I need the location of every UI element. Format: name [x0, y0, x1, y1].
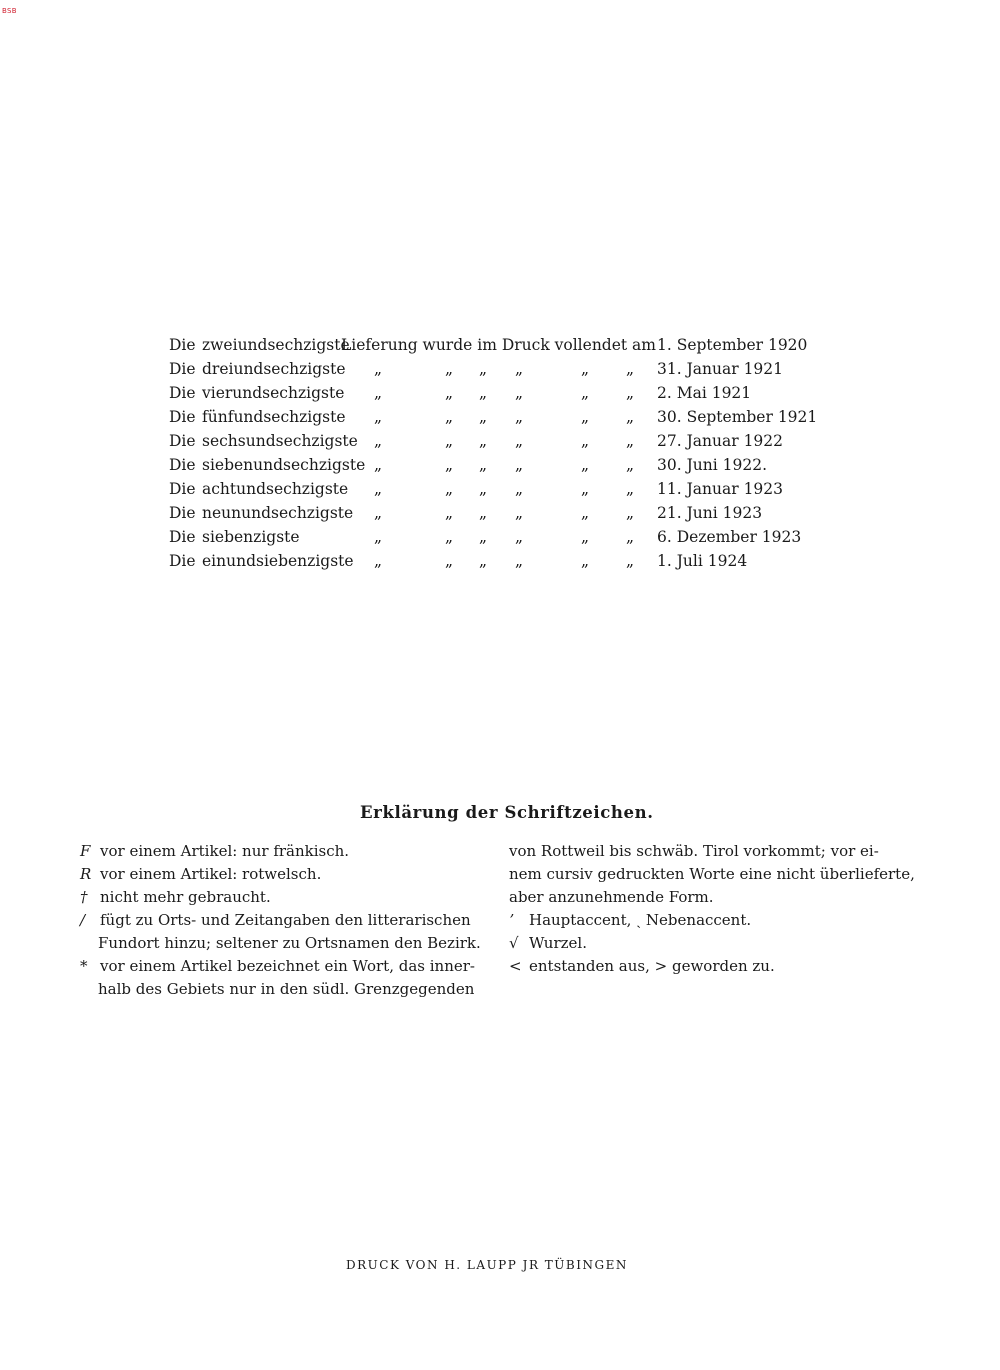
ditto-mark: „: [373, 504, 383, 522]
row-completion-date: 1. September 1920: [657, 336, 808, 354]
ditto-mark: „: [625, 360, 635, 378]
legend-symbol: R: [80, 865, 92, 883]
legend-line: [80, 909, 480, 932]
legend-line: [509, 955, 894, 978]
ditto-mark: „: [444, 432, 454, 450]
ditto-mark: „: [514, 456, 524, 474]
row-completion-date: 31. Januar 1921: [657, 360, 784, 378]
ditto-mark: „: [514, 480, 524, 498]
legend-line: [509, 932, 894, 955]
legend-line: [509, 863, 915, 886]
row-ordinal: siebenundsechzigste: [202, 456, 366, 474]
legend-text: Hauptaccent, ˎ Nebenaccent.: [529, 911, 752, 929]
ditto-mark: „: [478, 432, 488, 450]
legend-line: [509, 909, 894, 932]
ditto-mark: „: [625, 480, 635, 498]
legend-left-column: [80, 840, 480, 1001]
ditto-mark: „: [514, 504, 524, 522]
row-ordinal: neunundsechzigste: [202, 504, 354, 522]
legend-line: [80, 863, 480, 886]
row-completion-date: 27. Januar 1922: [657, 432, 784, 450]
ditto-mark: „: [373, 432, 383, 450]
row-article: Die: [169, 408, 196, 426]
legend-line: [80, 978, 480, 1001]
ditto-mark: „: [514, 432, 524, 450]
row-article: Die: [169, 336, 196, 354]
row-article: Die: [169, 384, 196, 402]
ditto-mark: „: [625, 528, 635, 546]
row-completion-date: 30. September 1921: [657, 408, 818, 426]
ditto-mark: „: [625, 456, 635, 474]
ditto-mark: „: [514, 528, 524, 546]
legend-line: [509, 840, 894, 863]
ditto-mark: „: [514, 360, 524, 378]
row-completion-text: Lieferung wurde im Druck vollendet am: [341, 336, 656, 354]
ditto-mark: „: [478, 456, 488, 474]
ditto-mark: „: [514, 408, 524, 426]
legend-text: vor einem Artikel bezeichnet ein Wort, das inner-: [100, 957, 475, 975]
legend-line: [80, 932, 480, 955]
ditto-mark: „: [444, 384, 454, 402]
legend-text: von Rottweil bis schwäb. Tirol vorkommt; vor ei-: [509, 842, 879, 860]
legend-line: [80, 886, 480, 909]
ditto-mark: „: [625, 552, 635, 570]
ditto-mark: „: [580, 480, 590, 498]
legend-text: Fundort hinzu; seltener zu Ortsnamen den Bezirk.: [98, 934, 481, 952]
row-ordinal: vierundsechzigste: [202, 384, 345, 402]
row-ordinal: zweiundsechzigste: [202, 336, 350, 354]
ditto-mark: „: [580, 552, 590, 570]
ditto-mark: „: [444, 360, 454, 378]
ditto-mark: „: [625, 408, 635, 426]
ditto-mark: „: [514, 552, 524, 570]
ditto-mark: „: [373, 408, 383, 426]
row-ordinal: fünfundsechzigste: [202, 408, 346, 426]
legend-text: nem cursiv gedruckten Worte eine nicht überlieferte,: [509, 865, 915, 883]
row-article: Die: [169, 528, 196, 546]
printer-imprint: DRUCK VON H. LAUPP JR TÜBINGEN: [346, 1258, 628, 1272]
ditto-mark: „: [580, 528, 590, 546]
legend-text: aber anzunehmende Form.: [509, 888, 714, 906]
ditto-mark: „: [444, 456, 454, 474]
legend-line: [80, 955, 480, 978]
ditto-mark: „: [478, 528, 488, 546]
ditto-mark: „: [514, 384, 524, 402]
row-ordinal: achtundsechzigste: [202, 480, 349, 498]
ditto-mark: „: [373, 384, 383, 402]
ditto-mark: „: [625, 432, 635, 450]
row-completion-date: 30. Juni 1922.: [657, 456, 768, 474]
ditto-mark: „: [625, 504, 635, 522]
ditto-mark: „: [580, 384, 590, 402]
legend-text: halb des Gebiets nur in den südl. Grenzgegenden: [98, 980, 475, 998]
legend-symbol: <: [509, 957, 522, 975]
legend-symbol: √: [509, 934, 519, 952]
ditto-mark: „: [625, 384, 635, 402]
legend-right-column: [509, 840, 915, 978]
ditto-mark: „: [444, 528, 454, 546]
legend-text: vor einem Artikel: nur fränkisch.: [100, 842, 350, 860]
ditto-mark: „: [478, 552, 488, 570]
legend-text: fügt zu Orts- und Zeitangaben den litterarischen: [100, 911, 471, 929]
ditto-mark: „: [580, 408, 590, 426]
row-article: Die: [169, 552, 196, 570]
legend-text: vor einem Artikel: rotwelsch.: [100, 865, 322, 883]
legend-text: Wurzel.: [529, 934, 587, 952]
row-article: Die: [169, 480, 196, 498]
ditto-mark: „: [373, 456, 383, 474]
ditto-mark: „: [373, 480, 383, 498]
ditto-mark: „: [444, 552, 454, 570]
ditto-mark: „: [373, 552, 383, 570]
legend-line: [80, 840, 480, 863]
ditto-mark: „: [444, 408, 454, 426]
ditto-mark: „: [373, 528, 383, 546]
ditto-mark: „: [373, 360, 383, 378]
legend-symbol: *: [80, 957, 88, 975]
legend-symbol: F: [80, 842, 91, 860]
row-ordinal: sechsundsechzigste: [202, 432, 358, 450]
legend-line: [509, 886, 894, 909]
ditto-mark: „: [478, 504, 488, 522]
legend-text: nicht mehr gebraucht.: [100, 888, 271, 906]
row-ordinal: siebenzigste: [202, 528, 300, 546]
ditto-mark: „: [444, 504, 454, 522]
row-completion-date: 11. Januar 1923: [657, 480, 784, 498]
legend-symbol: †: [80, 888, 88, 906]
ditto-mark: „: [478, 408, 488, 426]
row-article: Die: [169, 504, 196, 522]
row-completion-date: 1. Juli 1924: [657, 552, 748, 570]
ditto-mark: „: [478, 360, 488, 378]
ditto-mark: „: [478, 480, 488, 498]
row-ordinal: dreiundsechzigste: [202, 360, 346, 378]
ditto-mark: „: [444, 480, 454, 498]
row-completion-date: 21. Juni 1923: [657, 504, 763, 522]
ditto-mark: „: [580, 456, 590, 474]
library-stamp: BSB: [2, 7, 17, 15]
row-completion-date: 6. Dezember 1923: [657, 528, 802, 546]
legend-symbol: ʼ: [509, 911, 514, 929]
row-ordinal: einundsiebenzigste: [202, 552, 354, 570]
ditto-mark: „: [580, 432, 590, 450]
row-article: Die: [169, 360, 196, 378]
ditto-mark: „: [580, 504, 590, 522]
row-article: Die: [169, 432, 196, 450]
row-article: Die: [169, 456, 196, 474]
legend-heading: Erklärung der Schriftzeichen.: [360, 803, 654, 822]
ditto-mark: „: [478, 384, 488, 402]
row-completion-date: 2. Mai 1921: [657, 384, 752, 402]
ditto-mark: „: [580, 360, 590, 378]
legend-text: entstanden aus, > geworden zu.: [529, 957, 775, 975]
legend-symbol: /: [80, 911, 86, 929]
